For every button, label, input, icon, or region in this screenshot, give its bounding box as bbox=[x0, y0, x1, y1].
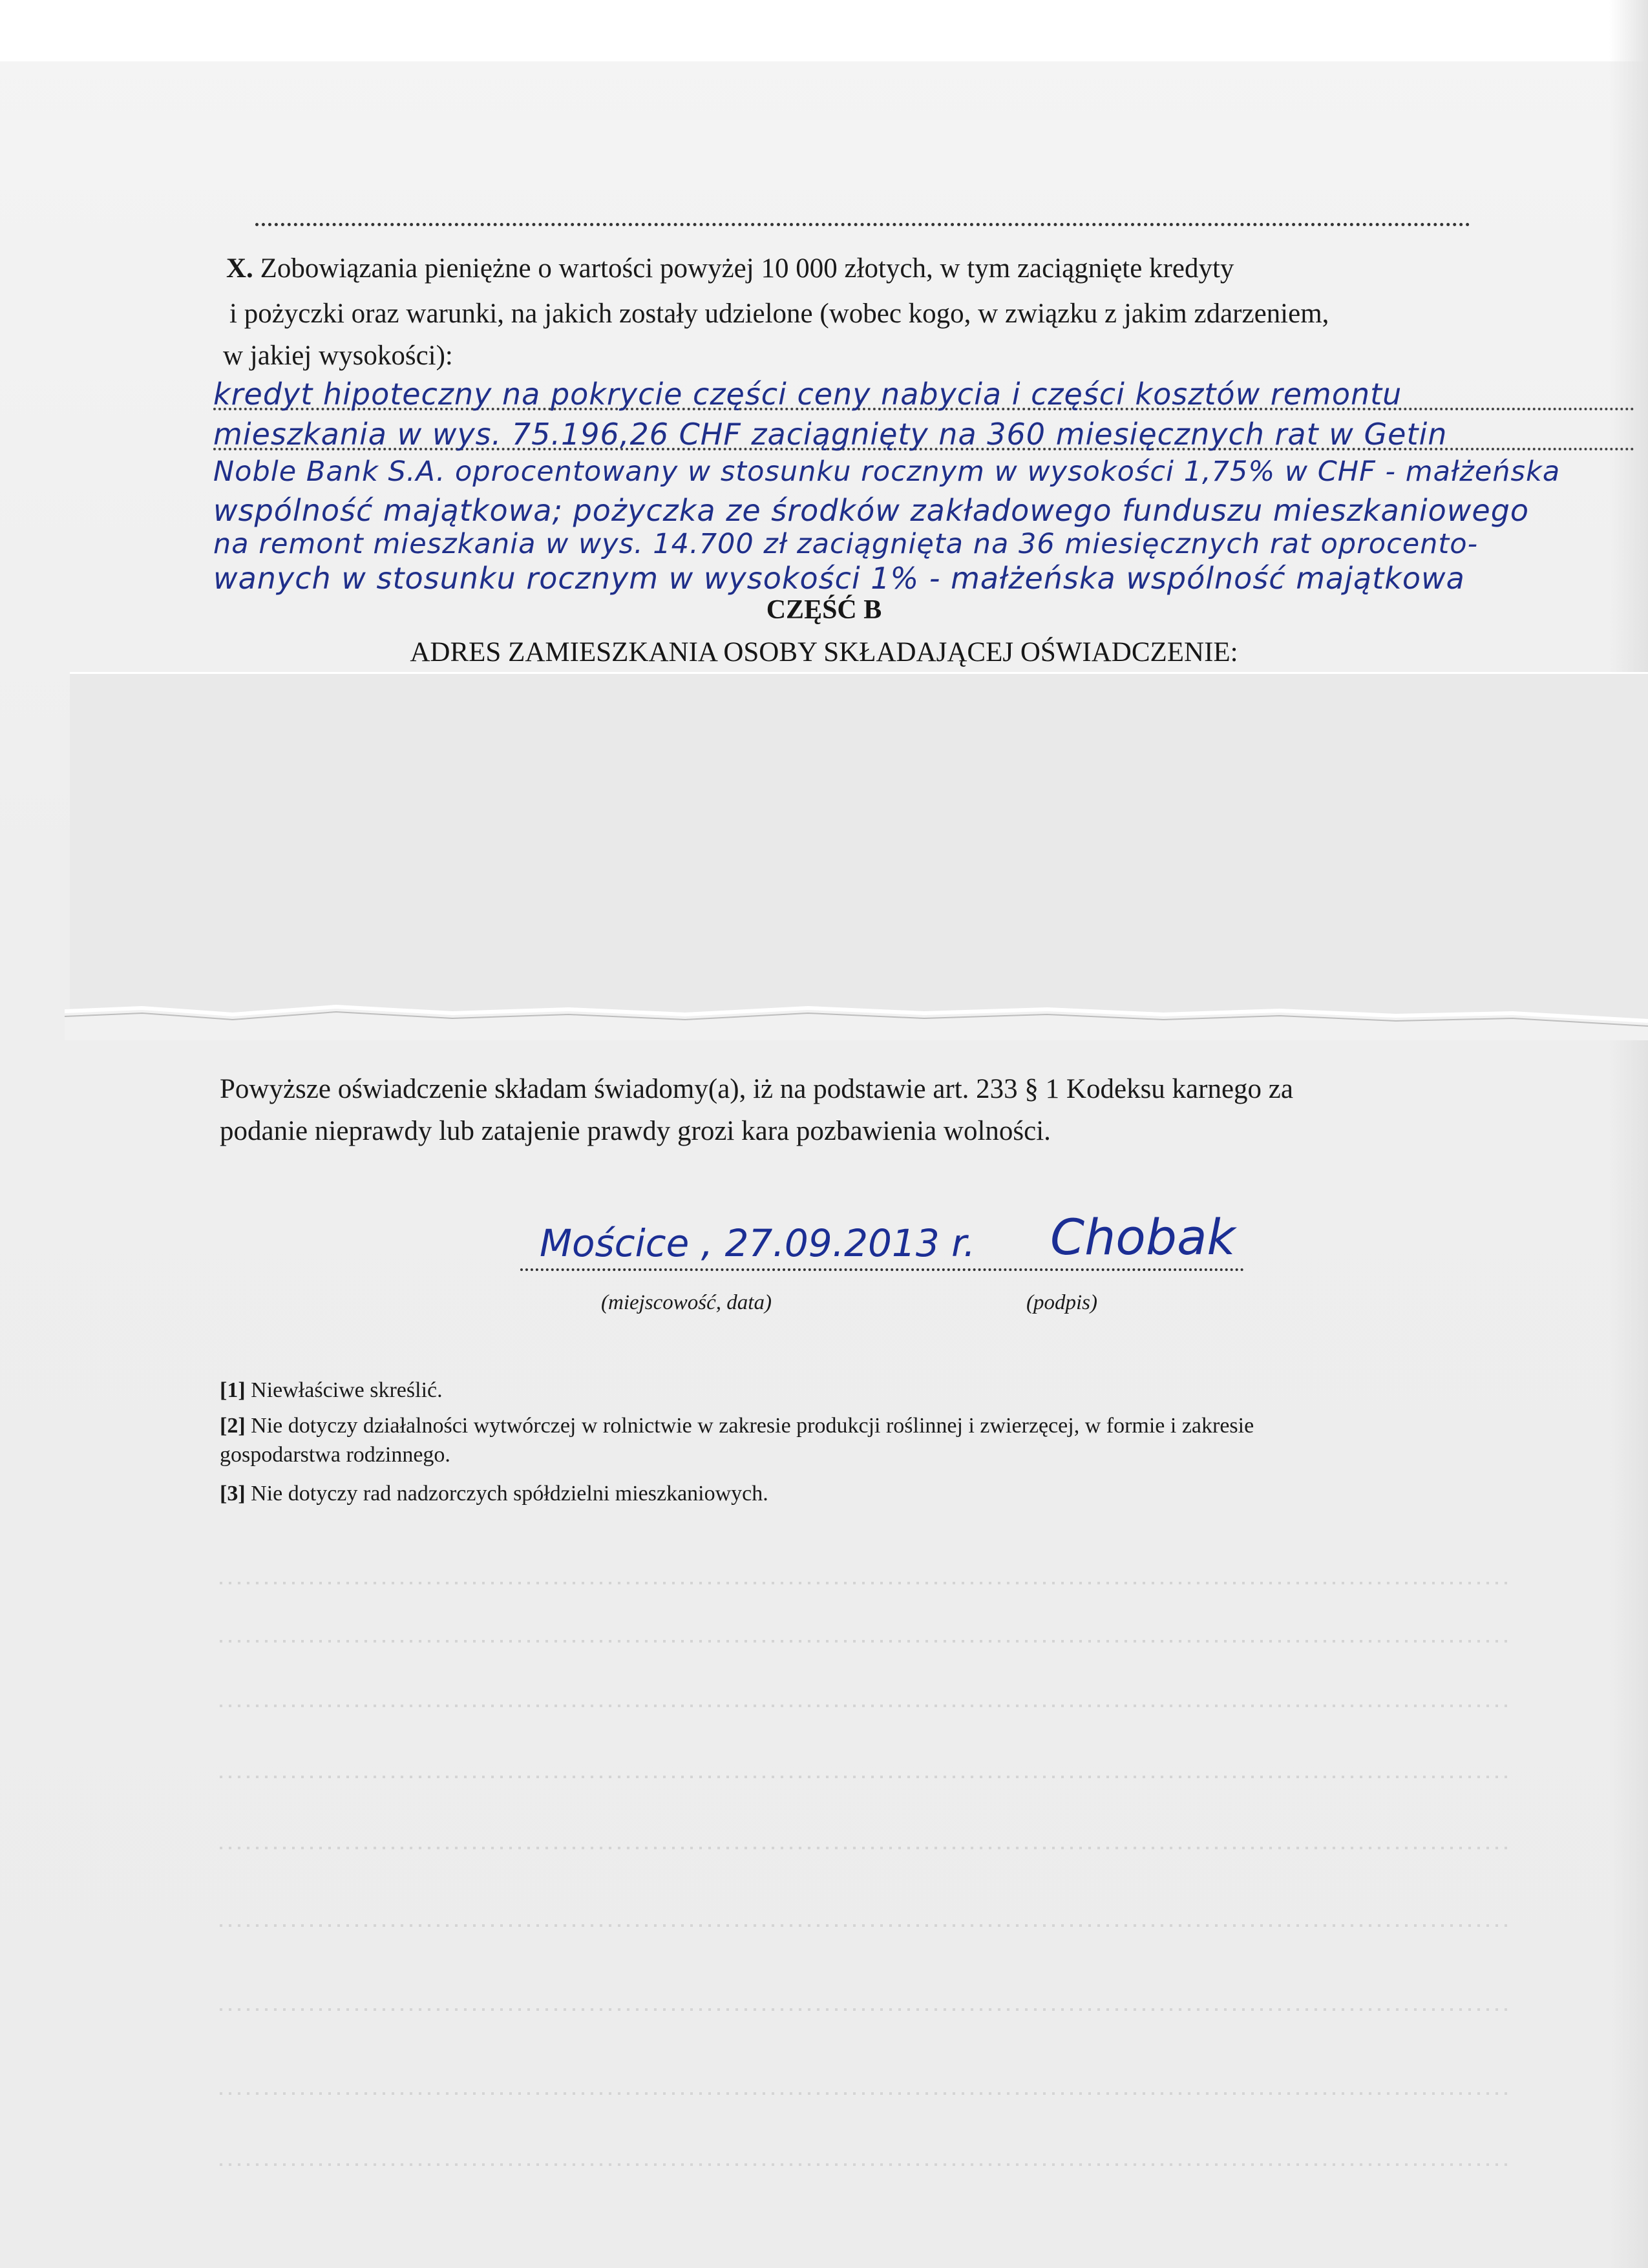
answer-row-6 bbox=[213, 561, 1635, 600]
part-b-title: CZĘŚĆ B bbox=[766, 595, 882, 625]
footnote-2-text-cont: gospodarstwa rodzinnego. bbox=[220, 1443, 450, 1467]
answer-row-4 bbox=[213, 493, 1635, 532]
declaration-line2: podanie nieprawdy lub zatajenie prawdy grozi kara pozbawienia wolności. bbox=[220, 1116, 1051, 1146]
handwritten-line-5: na remont mieszkania w wys. 14.700 zł zaciągnięta na 36 miesięcznych rat oprocento- bbox=[213, 528, 1479, 560]
place-date-caption: (miejscowość, data) bbox=[601, 1291, 772, 1314]
bleed-through-lines bbox=[220, 1564, 1577, 2210]
footnote-2 bbox=[220, 1412, 1254, 1440]
footnote-2-text: Nie dotyczy działalności wytwórczej w rolnictwie w zakresie produkcji roślinnej i zwierzęcej, w formie i zakresie bbox=[251, 1414, 1254, 1438]
tear-edge bbox=[65, 995, 1648, 1040]
handwritten-line-2: mieszkania w wys. 75.196,26 CHF zaciągnięty na 360 miesięcznych rat w Getin bbox=[213, 417, 1448, 452]
handwritten-line-6: wanych w stosunku rocznym w wysokości 1% - małżeńska wspólność majątkowa bbox=[213, 561, 1465, 596]
footnote-1-mark: [1] bbox=[220, 1378, 246, 1402]
signature-caption: (podpis) bbox=[1026, 1291, 1097, 1314]
footnote-3 bbox=[220, 1480, 768, 1508]
declaration-line1: Powyższe oświadczenie składam świadomy(a), iż na podstawie art. 233 § 1 Kodeksu karnego za bbox=[220, 1074, 1293, 1104]
signature-handwritten: Chobak bbox=[1050, 1208, 1236, 1266]
footnote-1-text: Niewłaściwe skreślić. bbox=[251, 1378, 443, 1402]
answer-row-1 bbox=[213, 377, 1635, 415]
section-x-line2: i pożyczki oraz warunki, na jakich zostały udzielone (wobec kogo, w związku z jakim zdarzeniem, bbox=[229, 299, 1329, 329]
answer-row-2 bbox=[213, 417, 1635, 456]
section-x-label: X. bbox=[226, 253, 253, 284]
section-x-line3: w jakiej wysokości): bbox=[223, 341, 453, 371]
footnote-3-text: Nie dotyczy rad nadzorczych spółdzielni mieszkaniowych. bbox=[251, 1482, 768, 1506]
handwritten-line-3: Noble Bank S.A. oprocentowany w stosunku rocznym w wysokości 1,75% w CHF - małżeńska bbox=[213, 456, 1561, 488]
scan-shadow-right bbox=[1609, 0, 1648, 2268]
torn-paper-band bbox=[70, 672, 1648, 1023]
section-x-text-1: Zobowiązania pieniężne o wartości powyżej 10 000 złotych, w tym zaciągnięte kredyty bbox=[260, 253, 1234, 284]
handwritten-line-1: kredyt hipoteczny na pokrycie części ceny nabycia i części kosztów remontu bbox=[213, 377, 1402, 412]
footnote-3-mark: [3] bbox=[220, 1482, 246, 1506]
footnote-2-cont bbox=[220, 1441, 450, 1469]
footnote-1 bbox=[220, 1376, 443, 1405]
scan-margin-top bbox=[0, 0, 1648, 61]
answer-row-3 bbox=[213, 456, 1635, 494]
section-x-line1 bbox=[226, 249, 1234, 289]
dotted-line-top bbox=[255, 223, 1470, 226]
signature-dotted-line bbox=[520, 1268, 1244, 1271]
footnote-2-mark: [2] bbox=[220, 1414, 246, 1438]
handwritten-line-4: wspólność majątkowa; pożyczka ze środków zakładowego funduszu mieszkaniowego bbox=[213, 493, 1530, 528]
part-b-subtitle: ADRES ZAMIESZKANIA OSOBY SKŁADAJĄCEJ OŚWIADCZENIE: bbox=[410, 637, 1238, 667]
place-date-handwritten: Mościce , 27.09.2013 r. bbox=[540, 1221, 976, 1265]
